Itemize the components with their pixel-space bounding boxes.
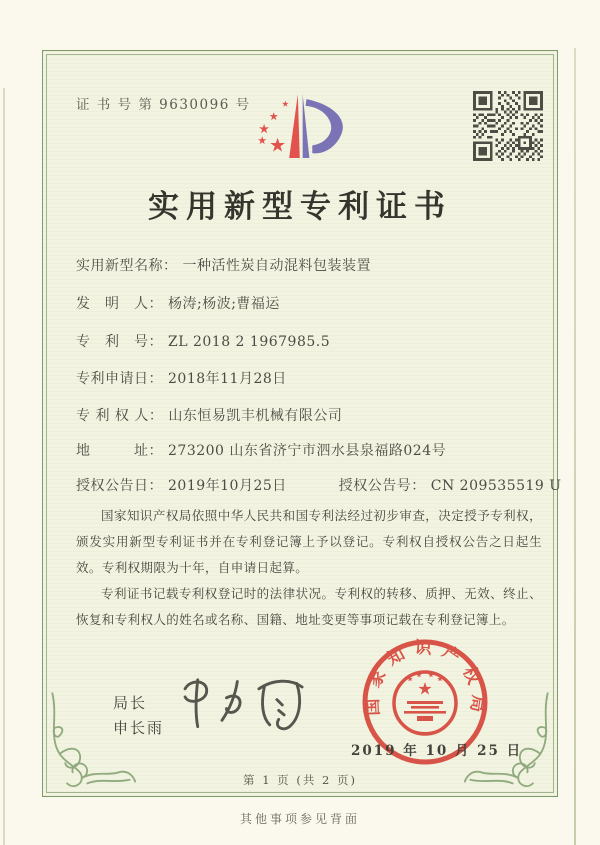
back-side-note: 其他事项参见背面 xyxy=(239,812,360,826)
field-label: 发 明 人： xyxy=(76,296,163,312)
certificate-body-text xyxy=(76,503,542,633)
field-row-filing-date xyxy=(76,368,287,388)
field-row-utility-model-name xyxy=(76,255,371,275)
director-signature xyxy=(167,669,313,741)
field-value: 山东恒易凯丰机械有限公司 xyxy=(168,408,343,424)
field-row-inventors xyxy=(76,293,280,313)
grant-date-label: 授权公告日： xyxy=(76,478,163,494)
seal-text: 国家知识产权局 xyxy=(362,637,489,723)
certificate-title: 实用新型专利证书 xyxy=(148,189,452,225)
field-label: 实用新型名称： xyxy=(76,258,178,274)
field-label: 专利申请日： xyxy=(76,371,163,387)
grant-date-value: 2019年10月25日 xyxy=(168,478,287,494)
field-value: ZL 2018 2 1967985.5 xyxy=(168,334,331,350)
cnipa-logo-icon xyxy=(234,77,379,183)
field-row-patentee xyxy=(76,405,342,425)
field-value: 一种活性炭自动混料包装装置 xyxy=(182,258,371,274)
national-emblem-icon xyxy=(394,672,456,735)
grant-number-value: CN 209535519 U xyxy=(430,478,562,494)
field-label: 专 利 号： xyxy=(76,334,163,350)
body-paragraph: 国家知识产权局依照中华人民共和国专利法经过初步审查，决定授予专利权，颁发实用新型专利证书并在专利登记簿上予以登记。专利权自授权公告之日起生效。专利权期限为十年，自申请日起算。 xyxy=(76,508,542,575)
field-row-patent-number xyxy=(76,331,330,351)
qr-code xyxy=(473,91,543,161)
field-label: 地 址： xyxy=(76,443,163,459)
field-value: 杨涛;杨波;曹福运 xyxy=(168,296,280,312)
field-row-grant-info xyxy=(76,475,562,495)
grant-number-label: 授权公告号： xyxy=(338,478,426,494)
field-label: 专 利 权 人： xyxy=(76,408,164,424)
body-paragraph: 专利证书记载专利权登记时的法律状况。专利权的转移、质押、无效、终止、恢复和专利权人的姓名或名称、国籍、地址变更等事项记载在专利登记簿上。 xyxy=(76,586,542,627)
field-value: 2018年11月28日 xyxy=(168,371,287,387)
page-number: 第 1 页 (共 2 页) xyxy=(243,773,357,787)
scanned-page-edge xyxy=(3,88,5,845)
field-value: 273200 山东省济宁市泗水县泉福路024号 xyxy=(168,443,447,459)
signer-name: 申长雨 xyxy=(113,719,165,737)
certificate-border-frame xyxy=(42,50,562,797)
field-row-address xyxy=(76,440,446,460)
signer-title: 局长 xyxy=(113,694,148,712)
certificate-number: 证 书 号 第 9630096 号 xyxy=(76,97,251,113)
scanned-page-edge xyxy=(574,48,576,845)
corner-flourish-icon xyxy=(45,690,137,794)
seal-date-stamp: 2019 年 10 月 25 日 xyxy=(351,743,523,759)
